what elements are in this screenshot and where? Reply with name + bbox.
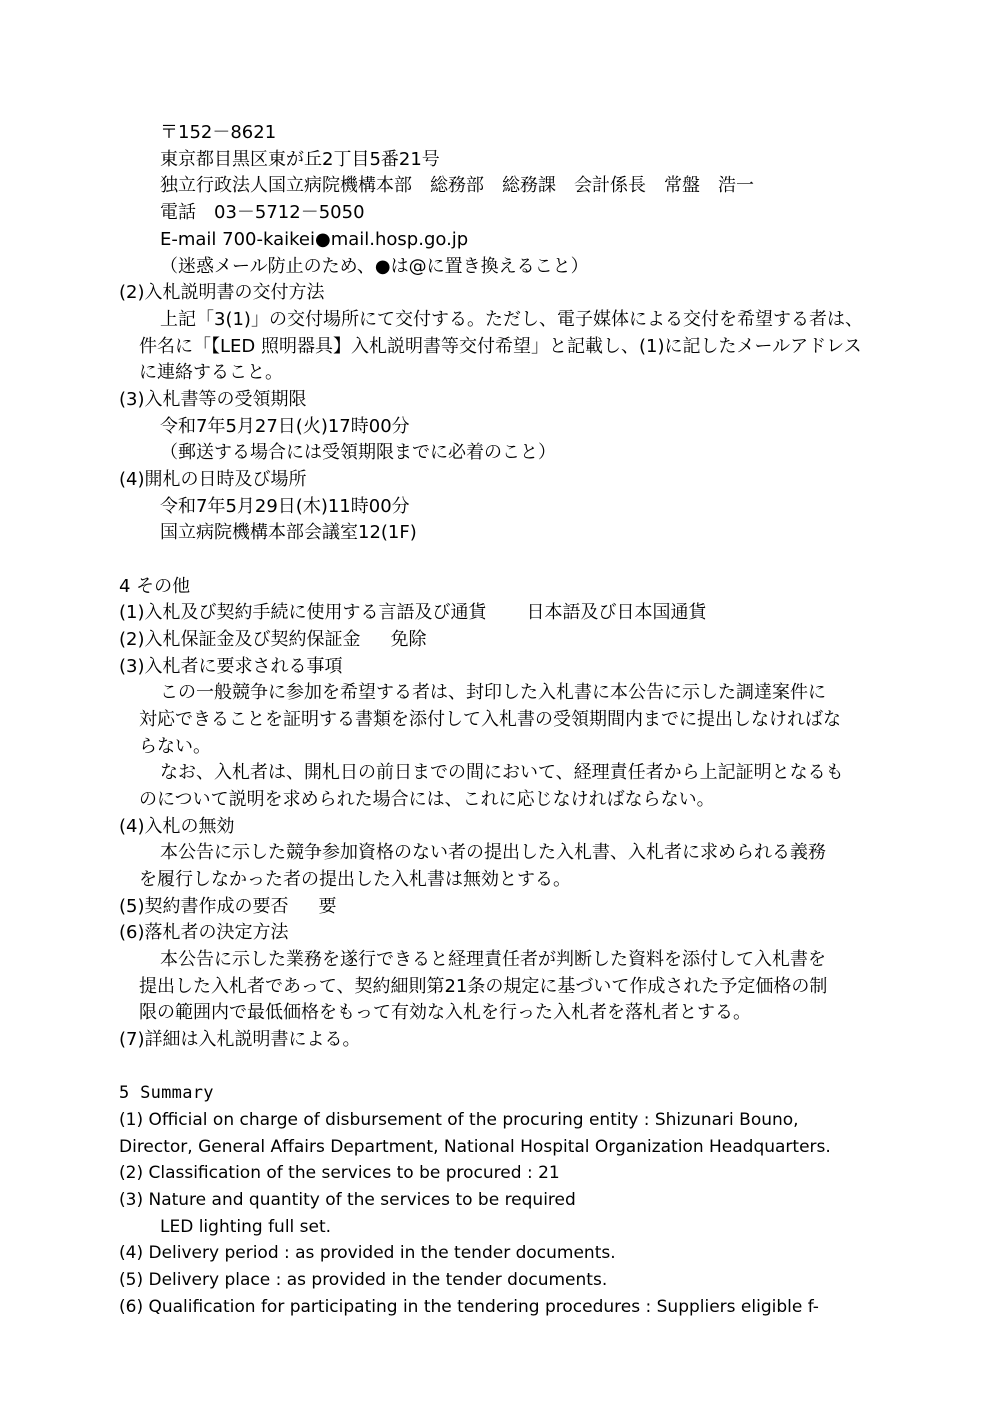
section4-item4-body-line: を履行しなかった者の提出した入札書は無効とする。 xyxy=(139,869,571,890)
section5-item3: (3) Nature and quantity of the services to be required xyxy=(119,1190,576,1210)
section3-item2-heading: (2)入札説明書の交付方法 xyxy=(119,282,325,303)
receipt-deadline: 令和7年5月27日(火)17時00分 xyxy=(160,416,410,437)
department: 総務部 xyxy=(430,175,484,196)
section4-item3-body-line: のについて説明を求められた場合には、これに応じなければならない。 xyxy=(139,789,715,810)
section4-item1 xyxy=(119,602,707,624)
opening-place: 国立病院機構本部会議室12(1F) xyxy=(160,522,417,543)
contact-person-line xyxy=(160,175,754,197)
section: 総務課 xyxy=(502,175,556,196)
section5-item5: (5) Delivery place : as provided in the tender documents. xyxy=(119,1270,608,1290)
section5-item3-detail: LED lighting full set. xyxy=(160,1217,332,1237)
section5-item6: (6) Qualification for participating in the tendering procedures : Suppliers eligible f- xyxy=(119,1297,819,1317)
section5-item1-line1: (1) Official on charge of disbursement of the procuring entity : Shizunari Bouno, xyxy=(119,1110,799,1130)
section4-item6-heading: (6)落札者の決定方法 xyxy=(119,922,289,943)
receipt-deadline-note: （郵送する場合には受領期限までに必着のこと） xyxy=(160,442,556,463)
email-note: （迷惑メール防止のため、●は@に置き換えること） xyxy=(160,256,589,277)
phone-number: 03－5712－5050 xyxy=(214,202,365,223)
section4-item4-body-line: 本公告に示した競争参加資格のない者の提出した入札書、入札者に求められる義務 xyxy=(160,842,826,863)
section5-heading: 5 Summary xyxy=(119,1083,214,1103)
section4-item3-body-line: なお、入札者は、開札日の前日までの間において、経理責任者から上記証明となるも xyxy=(160,762,844,783)
section4-item3-heading: (3)入札者に要求される事項 xyxy=(119,656,343,677)
section5-item4: (4) Delivery period : as provided in the tender documents. xyxy=(119,1243,616,1263)
person-name: 常盤 浩一 xyxy=(664,175,754,196)
section4-item6-body-line: 提出した入札者であって、契約細則第21条の規定に基づいて作成された予定価格の制 xyxy=(139,976,828,997)
phone-line xyxy=(160,202,365,224)
section4-item6-body-line: 本公告に示した業務を遂行できると経理責任者が判断した資料を添付して入札書を xyxy=(160,949,826,970)
section3-item3-heading: (3)入札書等の受領期限 xyxy=(119,389,307,410)
section3-item2-body-line: 上記「3(1)」の交付場所にて交付する。ただし、電子媒体による交付を希望する者は、 xyxy=(160,309,863,330)
section4-item5-value: 要 xyxy=(318,896,337,917)
section5-item2: (2) Classification of the services to be procured : 21 xyxy=(119,1163,560,1183)
section4-item5 xyxy=(119,896,337,918)
section4-heading: 4 その他 xyxy=(119,576,191,597)
section4-item7: (7)詳細は入札説明書による。 xyxy=(119,1029,361,1050)
section4-item4-heading: (4)入札の無効 xyxy=(119,816,235,837)
section4-item5-label: (5)契約書作成の要否 xyxy=(119,896,289,917)
section4-item3-body-line: らない。 xyxy=(139,736,211,757)
section3-item2-body-line: 件名に「【LED 照明器具】入札説明書等交付希望」と記載し、(1)に記したメールアドレス xyxy=(139,336,862,357)
section3-item2-body-line: に連絡すること。 xyxy=(139,362,283,383)
job-title: 会計係長 xyxy=(574,175,646,196)
postal-code: 〒152－8621 xyxy=(160,122,277,143)
section4-item6-body-line: 限の範囲内で最低価格をもって有効な入札を行った入札者を落札者とする。 xyxy=(139,1002,751,1023)
email-address: E-mail 700-kaikei●mail.hosp.go.jp xyxy=(160,229,469,250)
section4-item3-body-line: 対応できることを証明する書類を添付して入札書の受領期間内までに提出しなければな xyxy=(139,709,841,730)
section4-item2-label: (2)入札保証金及び契約保証金 xyxy=(119,629,361,650)
section4-item3-body-line: この一般競争に参加を希望する者は、封印した入札書に本公告に示した調達案件に xyxy=(160,682,826,703)
organization: 独立行政法人国立病院機構本部 xyxy=(160,175,412,196)
opening-date: 令和7年5月29日(木)11時00分 xyxy=(160,496,410,517)
address: 東京都目黒区東が丘2丁目5番21号 xyxy=(160,149,440,170)
phone-label: 電話 xyxy=(160,202,196,223)
section3-item4-heading: (4)開札の日時及び場所 xyxy=(119,469,307,490)
section4-item1-label: (1)入札及び契約手続に使用する言語及び通貨 xyxy=(119,602,487,623)
section5-item1-line2: Director, General Affairs Department, National Hospital Organization Headquarters. xyxy=(119,1137,831,1157)
section4-item1-value: 日本語及び日本国通貨 xyxy=(526,602,707,623)
section4-item2 xyxy=(119,629,427,651)
section4-item2-value: 免除 xyxy=(390,629,427,650)
